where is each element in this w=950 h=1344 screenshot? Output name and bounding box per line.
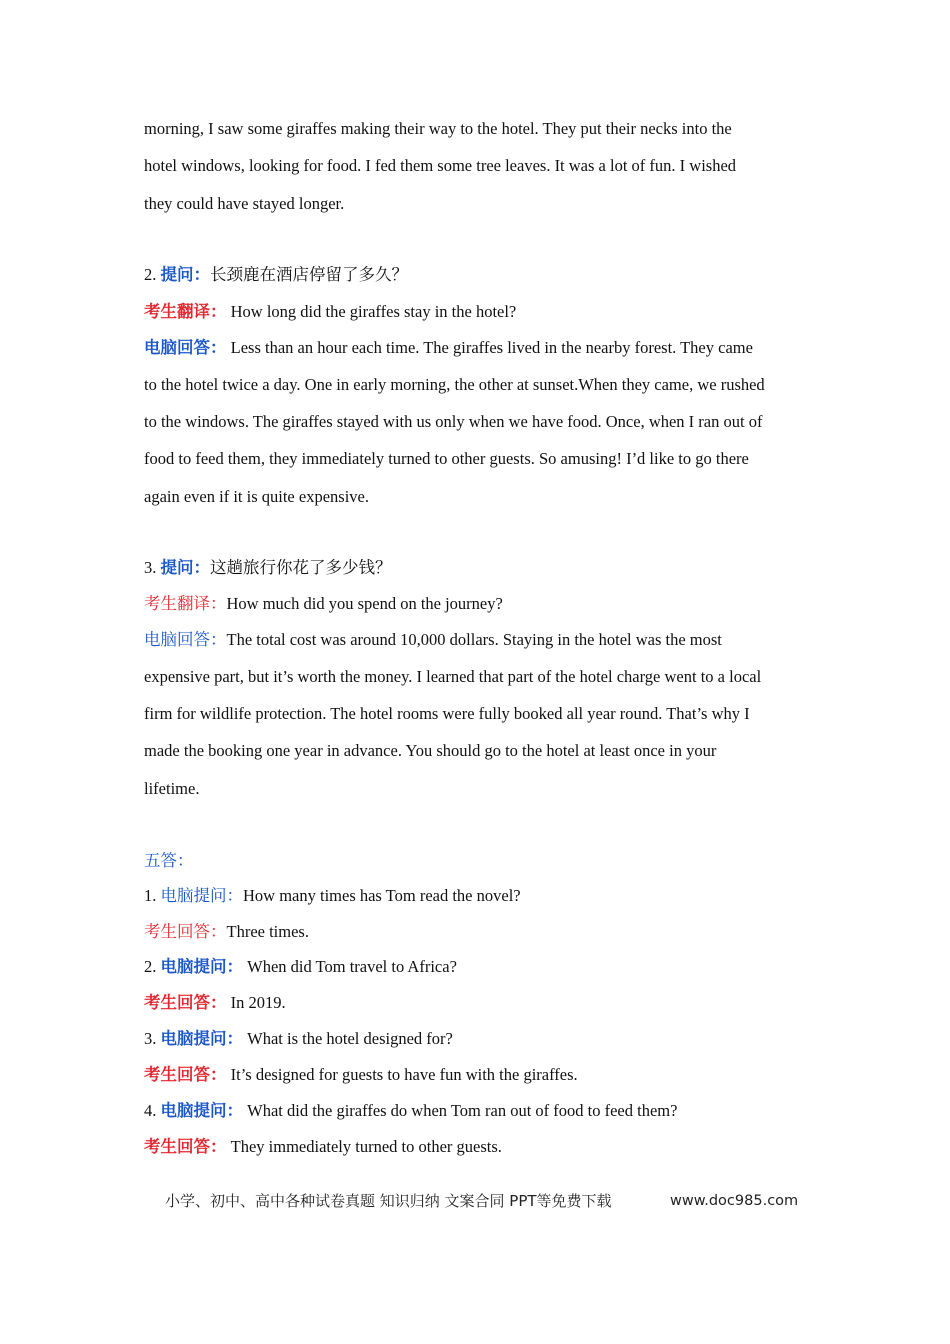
q2-answer-line-3: to the windows. The giraffes stayed with us only when we have food. Once, when I ran out of [144, 412, 763, 431]
five-item-3-answer [144, 1065, 814, 1085]
q2-question-label: 提问： [160, 265, 210, 284]
five-item-4-q-label: 电脑提问： [160, 1101, 243, 1120]
q3-answer-line-4: made the booking one year in advance. You should go to the hotel at least once in your [144, 741, 717, 760]
five-item-1-question [144, 886, 814, 906]
five-item-4-answer [144, 1137, 814, 1157]
q3-translation-label: 考生翻译： [144, 594, 227, 613]
q3-answer-row [144, 630, 814, 650]
five-item-1-q-label: 电脑提问： [160, 886, 243, 905]
page-footer [165, 1191, 805, 1211]
five-item-4-number: 4. [144, 1101, 157, 1120]
q3-answer-line-5: lifetime. [144, 779, 200, 798]
q2-answer-line-1: Less than an hour each time. The giraffes lived in the nearby forest. They came [230, 338, 753, 357]
five-item-4-question [144, 1101, 814, 1121]
five-item-3-number: 3. [144, 1029, 157, 1048]
q2-translation-row [144, 302, 814, 322]
five-item-1-a-text: Three times. [226, 922, 309, 941]
q2-question-row [144, 265, 814, 285]
footer-url: www.doc985.com [670, 1193, 799, 1209]
q2-answer-row [144, 338, 814, 358]
q2-answer-line-2: to the hotel twice a day. One in early morning, the other at sunset.When they came, we rushed [144, 375, 765, 394]
q3-answer-line-3: firm for wildlife protection. The hotel rooms were fully booked all year round. That’s why I [144, 704, 750, 723]
q3-number: 3. [144, 558, 157, 577]
five-item-1-number: 1. [144, 886, 157, 905]
five-item-4-a-label: 考生回答： [144, 1137, 227, 1156]
q2-answer-label: 电脑回答： [144, 338, 227, 357]
footer-text: 小学、初中、高中各种试卷真题 知识归纳 文案合同 PPT等免费下载 [165, 1192, 612, 1210]
q2-translation-text: How long did the giraffes stay in the hotel? [230, 302, 517, 321]
five-item-2-question [144, 957, 814, 977]
five-item-3-q-label: 电脑提问： [160, 1029, 243, 1048]
five-item-2-a-label: 考生回答： [144, 993, 227, 1012]
q3-question-row [144, 558, 814, 578]
five-item-3-a-text: It’s designed for guests to have fun with the giraffes. [230, 1065, 578, 1084]
five-item-2-a-text: In 2019. [230, 993, 286, 1012]
q2-answer-line-5: again even if it is quite expensive. [144, 487, 369, 506]
five-heading: 五答： [144, 851, 194, 870]
q3-answer-line-2: expensive part, but it’s worth the money. I learned that part of the hotel charge went to a local [144, 667, 762, 686]
q2-number: 2. [144, 265, 157, 284]
q3-question-text: 这趟旅行你花了多少钱？ [210, 558, 392, 577]
five-item-2-q-text: When did Tom travel to Africa? [247, 957, 457, 976]
five-item-2-number: 2. [144, 957, 157, 976]
q3-answer-line-1: The total cost was around 10,000 dollars. Staying in the hotel was the most [226, 630, 722, 649]
q2-question-text: 长颈鹿在酒店停留了多久？ [210, 265, 408, 284]
five-item-3-q-text: What is the hotel designed for? [247, 1029, 453, 1048]
q3-translation-row [144, 594, 814, 614]
q2-translation-label: 考生翻译： [144, 302, 227, 321]
five-item-2-answer [144, 993, 814, 1013]
five-item-1-a-label: 考生回答： [144, 922, 227, 941]
q2-answer-line-4: food to feed them, they immediately turned to other guests. So amusing! I’d like to go there [144, 449, 749, 468]
q3-question-label: 提问： [160, 558, 210, 577]
five-item-1-q-text: How many times has Tom read the novel? [243, 886, 521, 905]
five-item-4-a-text: They immediately turned to other guests. [230, 1137, 502, 1156]
five-item-2-q-label: 电脑提问： [160, 957, 243, 976]
para1-line-2: hotel windows, looking for food. I fed them some tree leaves. It was a lot of fun. I wished [144, 156, 737, 175]
five-item-1-answer [144, 922, 814, 942]
q3-translation-text: How much did you spend on the journey? [226, 594, 503, 613]
five-item-3-question [144, 1029, 814, 1049]
five-item-3-a-label: 考生回答： [144, 1065, 227, 1084]
para1-line-1: morning, I saw some giraffes making their way to the hotel. They put their necks into the [144, 119, 732, 138]
q3-answer-label: 电脑回答： [144, 630, 227, 649]
para1-line-3: they could have stayed longer. [144, 194, 345, 213]
five-item-4-q-text: What did the giraffes do when Tom ran out of food to feed them? [247, 1101, 678, 1120]
